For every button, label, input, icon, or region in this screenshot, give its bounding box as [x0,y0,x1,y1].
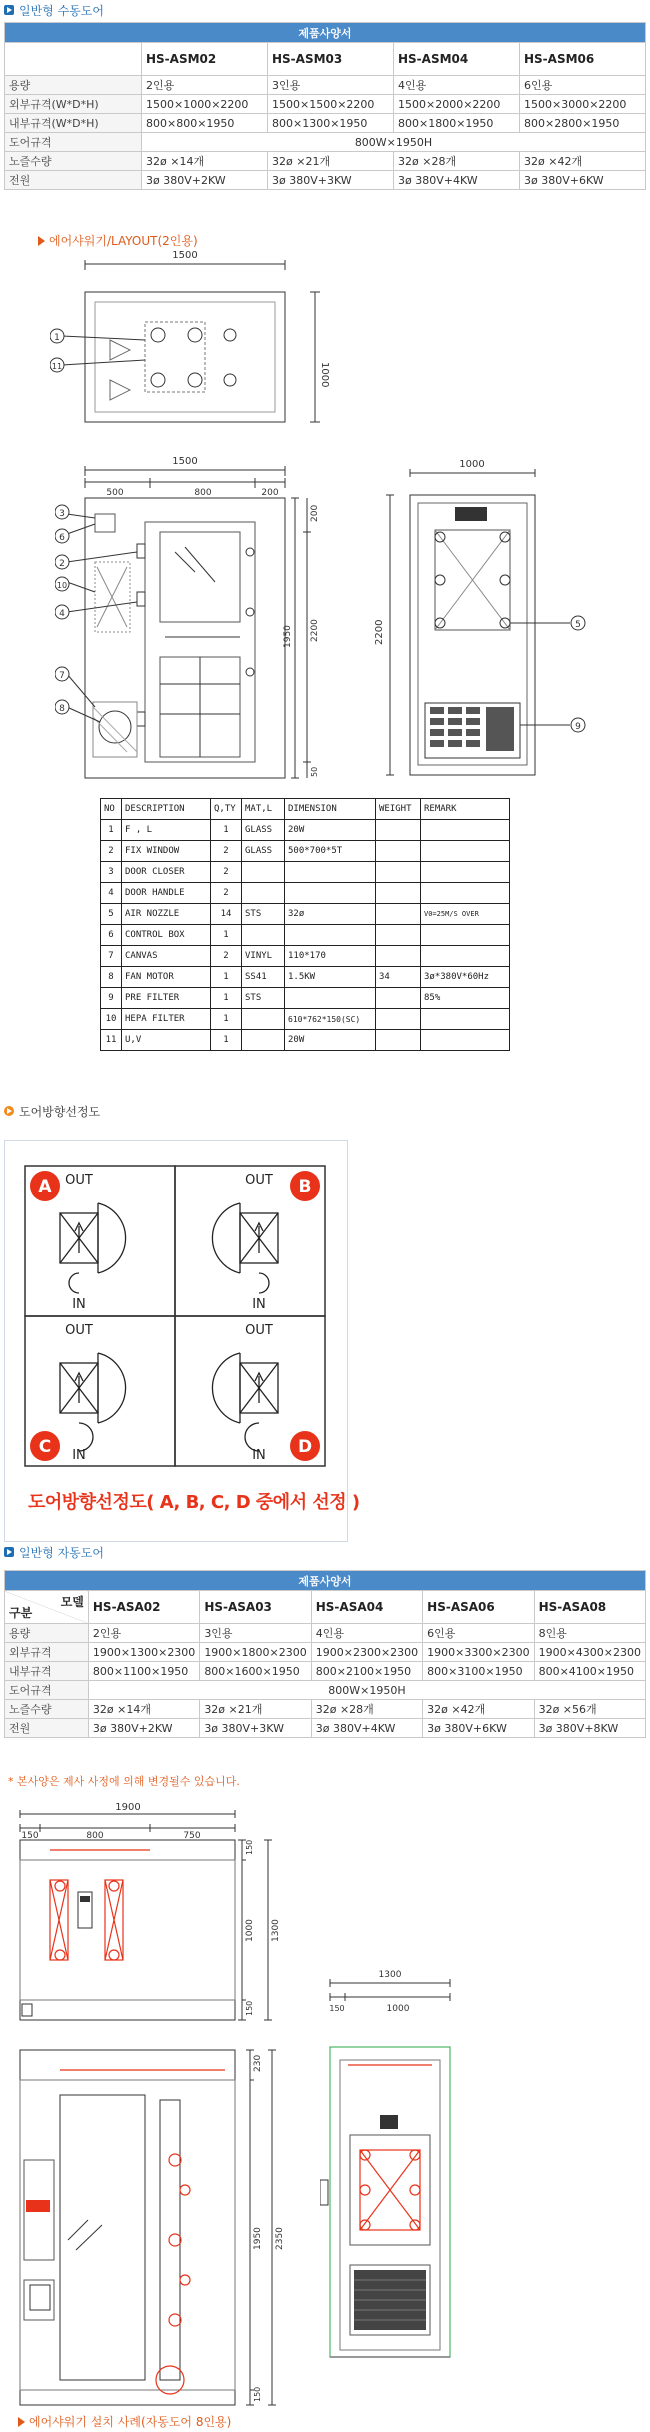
callout-3: 3 [59,509,65,519]
parts-cell [376,1030,421,1051]
parts-cell [376,946,421,967]
parts-cell: STS [242,988,285,1009]
parts-cell: SS41 [242,967,285,988]
door-c-out: OUT [65,1323,93,1338]
section-bullet-icon [4,1106,14,1116]
cell: 1500×1500×2200 [268,95,394,114]
dim-top-depth: 1000 [319,362,330,388]
door-a-in: IN [72,1297,86,1312]
parts-cell [242,925,285,946]
parts-cell: 4 [101,883,122,904]
parts-cell: 5 [101,904,122,925]
cell: 3ø 380V+6KW [520,171,646,190]
door-b-out: OUT [245,1173,273,1188]
cell: 800×2100×1950 [311,1662,422,1681]
parts-header: NO [101,799,122,820]
cell-span: 800W×1950H [88,1681,645,1700]
cell: 800×1800×1950 [394,114,520,133]
parts-cell: CANVAS [122,946,211,967]
parts-cell: DOOR CLOSER [122,862,211,883]
parts-cell: 11 [101,1030,122,1051]
cell: 1500×1000×2200 [142,95,268,114]
cell: 32ø ×28개 [394,152,520,171]
dim-front-height: 2200 [310,619,320,642]
parts-cell [421,925,510,946]
parts-row [101,862,510,883]
row-label: 용량 [5,1624,89,1643]
cell: 4인용 [394,76,520,95]
cell: 3ø 380V+4KW [311,1719,422,1738]
auto-dim-front-inner: 1950 [253,2227,263,2250]
front-view-drawing [55,452,325,792]
door-direction-grid [5,1141,347,1481]
cell: 6인용 [423,1624,534,1643]
parts-cell [421,862,510,883]
callout-2: 2 [59,559,65,569]
parts-cell: PRE FILTER [122,988,211,1009]
parts-row [101,946,510,967]
cell: 3인용 [268,76,394,95]
row-label: 노즐수량 [5,152,142,171]
parts-cell [285,883,376,904]
callout-6: 6 [59,533,65,543]
auto-dim-side-b: 1000 [386,2004,410,2014]
cell: 2인용 [88,1624,199,1643]
parts-cell: VINYL [242,946,285,967]
parts-cell: FAN MOTOR [122,967,211,988]
parts-cell [242,862,285,883]
parts-cell [421,946,510,967]
cell: 6인용 [520,76,646,95]
model-cell: HS-ASM04 [394,43,520,76]
parts-cell: 2 [101,841,122,862]
install-caption [18,2413,231,2430]
model-cell: HS-ASA02 [88,1591,199,1624]
cell: 1500×3000×2200 [520,95,646,114]
cell: 1900×4300×2300 [534,1643,645,1662]
parts-cell [376,904,421,925]
parts-cell: F , L [122,820,211,841]
cell: 3ø 380V+2KW [142,171,268,190]
door-caption: 도어방향선정도( A, B, C, D 중에서 선정 ) [28,1492,360,1513]
door-d-out: OUT [245,1323,273,1338]
row-label: 내부규격 [5,1662,89,1681]
door-option-b-drawing [212,1203,278,1293]
auto-dim-edge1: 150 [245,1839,254,1855]
callout-5: 5 [575,620,581,630]
model-cell: HS-ASM06 [520,43,646,76]
cell: 1900×3300×2300 [423,1643,534,1662]
model-cell: HS-ASA04 [311,1591,422,1624]
parts-row [101,904,510,925]
dim-side-width: 1000 [459,459,485,470]
parts-cell: 6 [101,925,122,946]
parts-cell: 14 [211,904,242,925]
spec-header: 제품사양서 [5,1571,646,1591]
door-d-in: IN [252,1448,266,1463]
parts-cell: 1 [211,1009,242,1030]
parts-cell: STS [242,904,285,925]
cell: 32ø ×21개 [268,152,394,171]
parts-cell [376,925,421,946]
auto-dim-depth: 1300 [271,1919,281,1942]
model-cell: HS-ASM02 [142,43,268,76]
corner-label-text: 구분 [9,1606,33,1620]
cell: 32ø ×42개 [520,152,646,171]
cell: 1900×1300×2300 [88,1643,199,1662]
auto-dim-front-top: 230 [253,2054,263,2072]
door-b-in: IN [252,1297,266,1312]
cell: 4인용 [311,1624,422,1643]
manual-spec-table [4,22,646,190]
cell: 2인용 [142,76,268,95]
section-bullet-icon [4,1547,14,1557]
parts-cell: 110*170 [285,946,376,967]
callout-1: 1 [54,333,60,343]
door-letter-a: A [38,1177,52,1197]
parts-row [101,988,510,1009]
parts-cell: 85% [421,988,510,1009]
cell: 1900×2300×2300 [311,1643,422,1662]
parts-cell [376,820,421,841]
parts-cell [376,988,421,1009]
parts-cell [421,883,510,904]
cell: 3ø 380V+3KW [268,171,394,190]
auto-side-view-drawing [320,1965,470,2365]
cell: 3ø 380V+3KW [200,1719,311,1738]
parts-cell: 1 [211,967,242,988]
parts-cell: 2 [211,883,242,904]
dim-front-mid: 800 [194,488,212,498]
auto-top-view-drawing [10,1800,290,2030]
parts-cell [421,820,510,841]
cell: 3ø 380V+4KW [394,171,520,190]
parts-header: DIMENSION [285,799,376,820]
parts-cell [285,988,376,1009]
cell: 3ø 380V+8KW [534,1719,645,1738]
parts-cell: 32ø [285,904,376,925]
door-option-d-drawing [212,1353,278,1451]
door-direction-panel [4,1140,348,1542]
door-letter-b: B [298,1177,312,1197]
side-view-drawing [360,455,600,785]
auto-dim-depth-inner: 1000 [245,1919,255,1942]
callout-11: 11 [51,362,63,371]
cell: 800×1300×1950 [268,114,394,133]
cell: 800×1100×1950 [88,1662,199,1681]
door-option-a-drawing [60,1203,126,1293]
parts-cell: U,V [122,1030,211,1051]
row-label: 전원 [5,1719,89,1738]
parts-cell [242,1009,285,1030]
dim-top-width: 1500 [172,250,198,261]
auto-dim-top-c: 750 [183,1831,201,1841]
section-title-door-text: 도어방향선정도 [19,1104,101,1119]
parts-header: DESCRIPTION [122,799,211,820]
parts-cell: 2 [211,862,242,883]
dim-front-right: 200 [261,488,279,498]
cell: 32ø ×14개 [142,152,268,171]
section-title-auto [4,1544,104,1560]
parts-cell: 500*700*5T [285,841,376,862]
triangle-icon [38,236,45,246]
parts-row [101,1030,510,1051]
model-cell: HS-ASA06 [423,1591,534,1624]
parts-cell: 2 [211,841,242,862]
door-letter-d: D [297,1437,313,1457]
parts-cell: DOOR HANDLE [122,883,211,904]
row-label: 내부규격(W*D*H) [5,114,142,133]
parts-cell: GLASS [242,841,285,862]
dim-front-width: 1500 [172,456,198,467]
parts-table [100,798,510,1051]
parts-cell: V0=25M/S OVER [421,904,510,925]
parts-header: REMARK [421,799,510,820]
cell: 800×3100×1950 [423,1662,534,1681]
parts-cell: 7 [101,946,122,967]
parts-cell [376,1009,421,1030]
parts-cell [285,862,376,883]
auto-dim-edge2: 150 [245,2000,254,2016]
callout-9: 9 [575,722,581,732]
parts-cell: 610*762*150(SC) [285,1009,376,1030]
cell: 800×4100×1950 [534,1662,645,1681]
parts-cell [421,1009,510,1030]
top-view-drawing [50,250,340,450]
auto-dim-front-height: 2350 [275,2227,285,2250]
parts-cell: HEPA FILTER [122,1009,211,1030]
corner-model-text: 모델 [60,1595,84,1609]
parts-cell: 20W [285,820,376,841]
section-title-manual-text: 일반형 수동도어 [19,3,104,18]
callout-7: 7 [59,671,65,681]
cell: 3인용 [200,1624,311,1643]
parts-cell: 10 [101,1009,122,1030]
model-cell: HS-ASA08 [534,1591,645,1624]
parts-header: WEIGHT [376,799,421,820]
parts-header: MAT,L [242,799,285,820]
parts-row [101,967,510,988]
door-a-out: OUT [65,1173,93,1188]
parts-cell [242,883,285,904]
install-caption-text: 에어샤워기 설치 사례(자동도어 8인용) [29,2415,232,2429]
parts-cell: CONTROL BOX [122,925,211,946]
parts-cell: 1 [211,988,242,1009]
parts-cell [242,1030,285,1051]
parts-cell: 1 [211,1030,242,1051]
model-cell: HS-ASM03 [268,43,394,76]
triangle-icon [18,2417,25,2427]
parts-cell: 2 [211,946,242,967]
auto-dim-side-a: 150 [329,2004,345,2013]
callout-10: 10 [56,581,68,590]
cell: 3ø 380V+6KW [423,1719,534,1738]
layout-label-text: 에어샤워기/LAYOUT(2인용) [49,234,198,248]
cell: 32ø ×56개 [534,1700,645,1719]
dim-front-left: 500 [106,488,124,498]
parts-cell [376,862,421,883]
layout-label [38,232,198,249]
parts-row [101,1009,510,1030]
parts-cell: 34 [376,967,421,988]
callout-4: 4 [59,609,65,619]
dim-front-inner: 1950 [283,625,293,648]
dim-front-bottom: 50 [310,766,319,777]
parts-cell: 8 [101,967,122,988]
callout-8: 8 [59,704,65,714]
cell: 32ø ×21개 [200,1700,311,1719]
spec-header: 제품사양서 [5,23,646,43]
section-bullet-icon [4,5,14,15]
section-title-manual [4,2,104,18]
parts-row [101,883,510,904]
section-title-door [4,1103,100,1119]
row-label: 용량 [5,76,142,95]
row-label: 도어규격 [5,133,142,152]
door-c-in: IN [72,1448,86,1463]
cell: 800×1600×1950 [200,1662,311,1681]
parts-cell: 20W [285,1030,376,1051]
door-option-c-drawing [60,1353,126,1451]
cell: 3ø 380V+2KW [88,1719,199,1738]
parts-row [101,820,510,841]
parts-cell: 1.5KW [285,967,376,988]
auto-spec-table [4,1570,646,1738]
row-label: 외부규격(W*D*H) [5,95,142,114]
model-corner [5,43,142,76]
cell: 32ø ×14개 [88,1700,199,1719]
cell: 32ø ×28개 [311,1700,422,1719]
dim-side-height: 2200 [374,619,385,645]
parts-row [101,841,510,862]
parts-cell: 1 [211,925,242,946]
parts-cell [285,925,376,946]
auto-dim-top-a: 150 [21,1831,39,1841]
auto-dim-top-width: 1900 [115,1802,141,1813]
auto-dim-front-bottom: 150 [253,2386,262,2402]
parts-cell [376,883,421,904]
parts-cell: 3ø*380V*60Hz [421,967,510,988]
cell: 800×2800×1950 [520,114,646,133]
dim-front-top: 200 [310,504,320,522]
parts-cell: 3 [101,862,122,883]
section-title-auto-text: 일반형 자동도어 [19,1545,104,1560]
door-letter-c: C [38,1437,52,1457]
parts-cell [421,1030,510,1051]
parts-cell: 9 [101,988,122,1009]
row-label: 전원 [5,171,142,190]
cell: 800×800×1950 [142,114,268,133]
row-label: 노즐수량 [5,1700,89,1719]
parts-cell: AIR NOZZLE [122,904,211,925]
cell: 32ø ×42개 [423,1700,534,1719]
row-label: 도어규격 [5,1681,89,1700]
auto-front-view-drawing [10,2040,310,2410]
cell: 8인용 [534,1624,645,1643]
model-corner [5,1591,89,1624]
cell-span: 800W×1950H [142,133,646,152]
cell: 1500×2000×2200 [394,95,520,114]
cell: 1900×1800×2300 [200,1643,311,1662]
spec-note: * 본사양은 제사 사정에 의해 변경될수 있습니다. [8,1775,240,1788]
auto-dim-side-width: 1300 [378,1970,402,1980]
parts-cell: FIX WINDOW [122,841,211,862]
parts-header: Q,TY [211,799,242,820]
parts-cell: 1 [101,820,122,841]
parts-row [101,925,510,946]
parts-cell: GLASS [242,820,285,841]
parts-cell [376,841,421,862]
auto-dim-top-b: 800 [86,1831,104,1841]
parts-cell: 1 [211,820,242,841]
model-cell: HS-ASA03 [200,1591,311,1624]
row-label: 외부규격 [5,1643,89,1662]
parts-cell [421,841,510,862]
